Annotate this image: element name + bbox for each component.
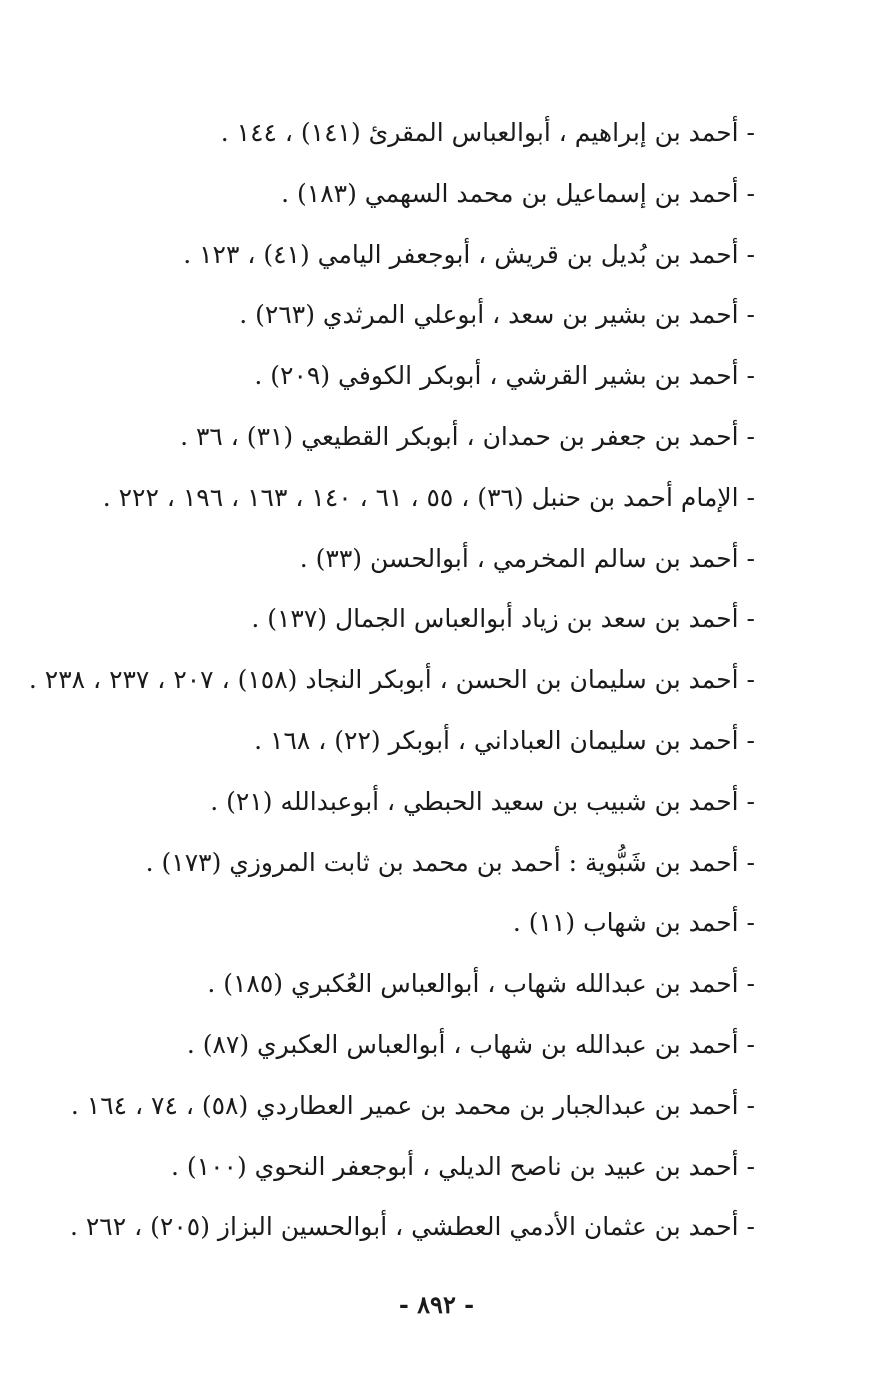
index-entry: - أحمد بن عبيد بن ناصح الديلي ، أبوجعفر النحوي (١٠٠) .	[171, 1151, 755, 1181]
index-entry: - أحمد بن شبيب بن سعيد الحبطي ، أبوعبدالله (٢١) .	[210, 786, 755, 816]
index-entry: - أحمد بن سليمان العباداني ، أبوبكر (٢٢) ، ١٦٨ .	[254, 725, 755, 755]
page-number: - ٨٩٢ -	[398, 1290, 475, 1319]
index-entry: - أحمد بن إسماعيل بن محمد السهمي (١٨٣) .	[281, 178, 755, 208]
index-entry: - أحمد بن بشير القرشي ، أبوبكر الكوفي (٢٠٩) .	[254, 361, 755, 391]
index-entry: - أحمد بن بُديل بن قريش ، أبوجعفر اليامي (٤١) ، ١٢٣ .	[183, 239, 755, 269]
index-entry: - أحمد بن عثمان الأدمي العطشي ، أبوالحسين البزاز (٢٠٥) ، ٢٦٢ .	[69, 1212, 755, 1242]
index-entry: - أحمد بن شَبُّوية : أحمد بن محمد بن ثابت المروزي (١٧٣) .	[145, 847, 755, 877]
index-entry: - أحمد بن عبدالجبار بن محمد بن عمير العطاردي (٥٨) ، ٧٤ ، ١٦٤ .	[70, 1090, 755, 1120]
index-entry: - أحمد بن سعد بن زياد أبوالعباس الجمال (١٣٧) .	[251, 604, 755, 634]
index-entries-list	[28, 118, 755, 1273]
index-entry: - أحمد بن جعفر بن حمدان ، أبوبكر القطيعي (٣١) ، ٣٦ .	[180, 421, 755, 451]
index-entry: - أحمد بن سالم المخرمي ، أبوالحسن (٣٣) .	[299, 543, 755, 573]
index-entry: - الإمام أحمد بن حنبل (٣٦) ، ٥٥ ، ٦١ ، ١٤٠ ، ١٦٣ ، ١٩٦ ، ٢٢٢ .	[102, 482, 755, 512]
index-entry: - أحمد بن بشير بن سعد ، أبوعلي المرثدي (٢٦٣) .	[239, 300, 755, 330]
index-entry: - أحمد بن عبدالله شهاب ، أبوالعباس العُكبري (١٨٥) .	[207, 969, 755, 999]
index-entry: - أحمد بن إبراهيم ، أبوالعباس المقرئ (١٤١) ، ١٤٤ .	[220, 118, 755, 147]
index-entry: - أحمد بن سليمان بن الحسن ، أبوبكر النجاد (١٥٨) ، ٢٠٧ ، ٢٣٧ ، ٢٣٨ .	[28, 665, 755, 695]
index-entry: - أحمد بن شهاب (١١) .	[512, 908, 755, 938]
index-entry: - أحمد بن عبدالله بن شهاب ، أبوالعباس العكبري (٨٧) .	[186, 1029, 755, 1059]
